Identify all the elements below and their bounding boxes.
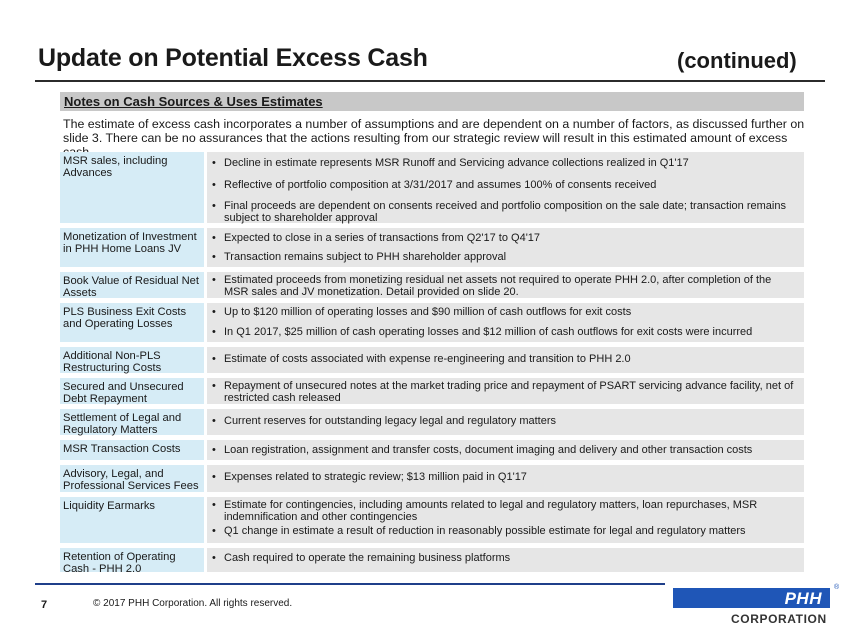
row-description <box>207 303 804 342</box>
title-divider <box>35 80 825 82</box>
bullet-item: • Current reserves for outstanding legacy legal and regulatory matters <box>211 416 798 428</box>
bullet-item: • Transaction remains subject to PHH shareholder approval <box>211 252 798 264</box>
row-description <box>207 440 804 460</box>
table-row <box>60 409 804 435</box>
logo-subtitle: CORPORATION <box>731 612 827 626</box>
row-label: MSR Transaction Costs <box>60 440 204 460</box>
table-row <box>60 347 804 373</box>
copyright-text: © 2017 PHH Corporation. All rights reserved. <box>93 598 293 609</box>
row-description <box>207 152 804 223</box>
row-label: Book Value of Residual Net Assets <box>60 272 204 298</box>
row-label: Monetization of Investment in PHH Home Loans JV <box>60 228 204 267</box>
bullet-item: • Estimated proceeds from monetizing residual net assets not required to operate PHH 2.0, after completion of the MSR sales and JV monetization. Detail provided on slide 20. <box>211 275 798 298</box>
page-title-continued: (continued) <box>677 48 797 73</box>
row-label: Secured and Unsecured Debt Repayment <box>60 378 204 404</box>
notes-header-bar <box>60 92 804 111</box>
row-label: Retention of Operating Cash - PHH 2.0 <box>60 548 204 572</box>
table-row <box>60 303 804 342</box>
registered-mark: ® <box>834 584 840 591</box>
row-label: Liquidity Earmarks <box>60 497 204 543</box>
bullet-item: • Up to $120 million of operating losses and $90 million of cash outflows for exit costs <box>211 307 798 319</box>
bullet-item: • Decline in estimate represents MSR Runoff and Servicing advance collections realized in Q1'17 <box>211 158 798 170</box>
table-row <box>60 272 804 298</box>
row-description <box>207 548 804 572</box>
row-description <box>207 378 804 404</box>
bullet-item: • Expected to close in a series of transactions from Q2'17 to Q4'17 <box>211 233 798 245</box>
phh-logo <box>673 588 830 608</box>
bullet-item: • Repayment of unsecured notes at the market trading price and repayment of PSART servicing advance facility, net of restricted cash released <box>211 381 798 404</box>
bullet-item: • Estimate for contingencies, including amounts related to legal and regulatory matters, loan repurchases, MSR indemnification and other contingencies <box>211 500 798 523</box>
bullet-item: • Q1 change in estimate a result of reduction in reasonably possible estimate for legal and regulatory matters <box>211 526 798 538</box>
row-label: PLS Business Exit Costs and Operating Losses <box>60 303 204 342</box>
page-title: Update on Potential Excess Cash <box>38 44 428 72</box>
row-description <box>207 409 804 435</box>
table-row <box>60 548 804 575</box>
table-row <box>60 228 804 267</box>
bullet-item: • Expenses related to strategic review; $13 million paid in Q1'17 <box>211 472 798 484</box>
table-row <box>60 440 804 460</box>
page-number: 7 <box>41 599 48 611</box>
bullet-item: • Estimate of costs associated with expense re-engineering and transition to PHH 2.0 <box>211 354 798 366</box>
intro-paragraph: The estimate of excess cash incorporates a number of assumptions and are dependent on a number of factors, as discussed further on slide 3. There can be no assurances that the actions resulting from our strategic review will result in this estimated amount of excess <box>63 117 805 145</box>
bullet-item: • In Q1 2017, $25 million of cash operating losses and $12 million of cash outflows for exit costs were incurred <box>211 327 798 339</box>
logo-wordmark: PHH <box>784 589 822 608</box>
bullet-item: • Final proceeds are dependent on consents received and portfolio composition on the sale date; transaction remains subject to shareholder approval <box>211 201 798 224</box>
notes-header-label: Notes on Cash Sources & Uses Estimates <box>64 94 323 109</box>
row-description <box>207 497 804 543</box>
row-description <box>207 465 804 492</box>
row-description <box>207 347 804 373</box>
table-row <box>60 378 804 404</box>
table-row <box>60 497 804 543</box>
bullet-item: • Cash required to operate the remaining business platforms <box>211 553 798 565</box>
row-label: MSR sales, including Advances <box>60 152 204 223</box>
row-description <box>207 272 804 298</box>
table-row <box>60 465 804 492</box>
table-row <box>60 152 804 223</box>
row-label: Settlement of Legal and Regulatory Matters <box>60 409 204 435</box>
bullet-item: • Loan registration, assignment and transfer costs, document imaging and delivery and other transaction costs <box>211 445 798 457</box>
row-label: Advisory, Legal, and Professional Services Fees <box>60 465 204 492</box>
bullet-item: • Reflective of portfolio composition at 3/31/2017 and assumes 100% of consents received <box>211 180 798 192</box>
row-description <box>207 228 804 267</box>
row-label: Additional Non-PLS Restructuring Costs <box>60 347 204 373</box>
footer-divider <box>35 583 665 585</box>
